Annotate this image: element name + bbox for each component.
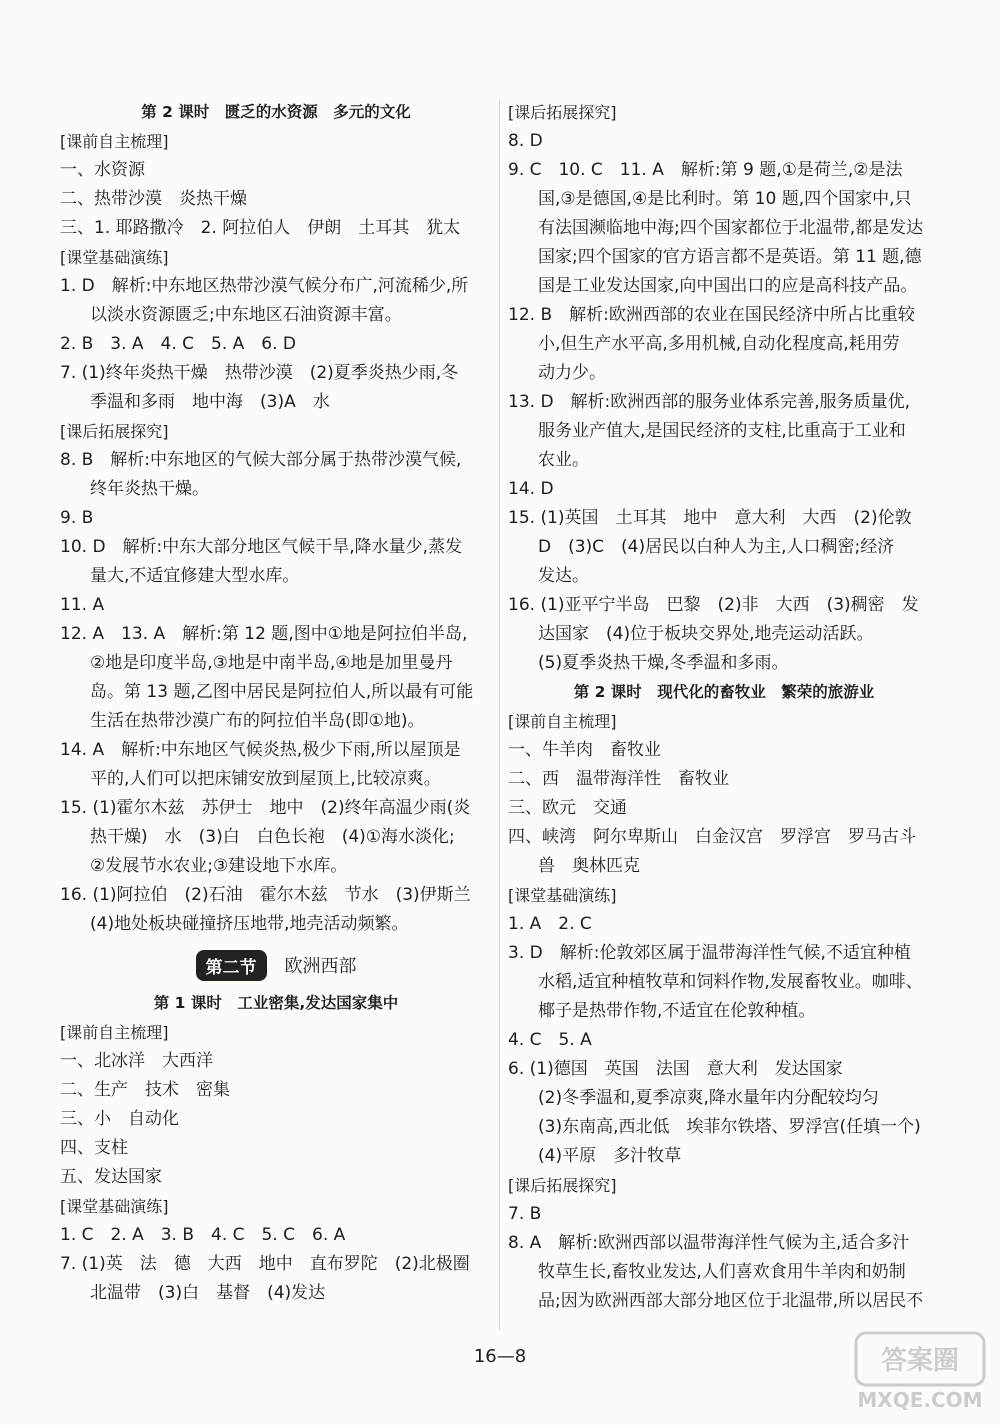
answer-line: 1. D 解析:中东地区热带沙漠气候分布广,河流稀少,所 xyxy=(60,276,469,296)
answer-line: 8. B 解析:中东地区的气候大部分属于热带沙漠气候, xyxy=(60,450,462,470)
subsection-tag: [课后拓展探究] xyxy=(508,103,617,122)
right-column xyxy=(508,98,940,1316)
section-heading xyxy=(60,945,492,985)
answer-continuation: 水稻,适宜种植牧草和饲料作物,发展畜牧业。咖啡、 xyxy=(538,972,923,992)
answer-continuation: 发达。 xyxy=(538,566,589,586)
lesson-title: 第 2 课时 匮乏的水资源 多元的文化 xyxy=(141,103,411,121)
answer-line: 1. A 2. C xyxy=(508,914,592,934)
answer-line: 14. A 解析:中东地区气候炎热,极少下雨,所以屋顶是 xyxy=(60,740,461,760)
watermark-logo xyxy=(850,1327,990,1417)
answer-line: 3. D 解析:伦敦郊区属于温带海洋性气候,不适宜种植 xyxy=(508,943,911,963)
answer-line: 9. B xyxy=(60,508,94,528)
subsection-tag: [课前自主梳理] xyxy=(508,712,617,731)
answer-line: 四、支柱 xyxy=(60,1138,128,1158)
answer-line: 12. B 解析:欧洲西部的农业在国民经济中所占比重较 xyxy=(508,305,915,325)
answer-continuation: (5)夏季炎热干燥,冬季温和多雨。 xyxy=(538,653,789,673)
answer-line: 13. D 解析:欧洲西部的服务业体系完善,服务质量优, xyxy=(508,392,911,412)
answer-line: 11. A xyxy=(60,595,105,615)
answer-continuation: D (3)C (4)居民以白种人为主,人口稠密;经济 xyxy=(538,537,895,557)
answer-line: 1. C 2. A 3. B 4. C 5. C 6. A xyxy=(60,1225,346,1245)
subsection-tag: [课后拓展探究] xyxy=(508,1176,617,1195)
section-title: 欧洲西部 xyxy=(284,956,357,977)
answer-line: 三、小 自动化 xyxy=(60,1109,179,1129)
answer-continuation: 国是工业发达国家,向中国出口的应是高科技产品。 xyxy=(538,276,918,296)
answer-continuation: ②地是印度半岛,③地是中南半岛,④地是加里曼丹 xyxy=(90,653,453,673)
page-number: 16—8 xyxy=(473,1346,527,1367)
column-divider xyxy=(499,100,500,1330)
answer-line: 15. (1)英国 土耳其 地中 意大利 大西 (2)伦敦 xyxy=(508,508,912,528)
answer-line: 7. (1)英 法 德 大西 地中 直布罗陀 (2)北极圈 xyxy=(60,1254,470,1274)
answer-continuation: 小,但生产水平高,多用机械,自动化程度高,耗用劳 xyxy=(538,334,900,354)
subsection-tag: [课前自主梳理] xyxy=(60,1023,169,1042)
answer-line: 8. A 解析:欧洲西部以温带海洋性气候为主,适合多汁 xyxy=(508,1233,910,1253)
answer-line: 14. D xyxy=(508,479,554,499)
answer-line: 7. B xyxy=(508,1204,542,1224)
answer-line: 8. D xyxy=(508,131,543,151)
answer-line: 五、发达国家 xyxy=(60,1167,162,1187)
answer-line: 2. B 3. A 4. C 5. A 6. D xyxy=(60,334,296,354)
answer-line: 9. C 10. C 11. A 解析:第 9 题,①是荷兰,②是法 xyxy=(508,160,903,180)
answer-continuation: ②发展节水农业;③建设地下水库。 xyxy=(90,856,348,876)
answer-continuation: 椰子是热带作物,不适宜在伦敦种植。 xyxy=(538,1001,816,1021)
answer-line: 16. (1)亚平宁半岛 巴黎 (2)非 大西 (3)稠密 发 xyxy=(508,595,919,615)
svg-text:答案圈: 答案圈 xyxy=(880,1346,960,1376)
answer-line: 6. (1)德国 英国 法国 意大利 发达国家 xyxy=(508,1059,843,1079)
lesson-title: 第 2 课时 现代化的畜牧业 繁荣的旅游业 xyxy=(573,683,875,701)
answer-continuation: 平的,人们可以把床铺安放到屋顶上,比较凉爽。 xyxy=(90,769,441,789)
svg-text:MXQE.COM: MXQE.COM xyxy=(857,1388,983,1412)
answer-line: 二、热带沙漠 炎热干燥 xyxy=(60,189,247,209)
answer-line: 4. C 5. A xyxy=(508,1030,592,1050)
subsection-tag: [课堂基础演练] xyxy=(60,248,169,267)
answer-continuation: 服务业产值大,是国民经济的支柱,比重高于工业和 xyxy=(538,421,906,441)
answer-continuation: 达国家 (4)位于板块交界处,地壳运动活跃。 xyxy=(538,624,874,644)
answer-line: 16. (1)阿拉伯 (2)石油 霍尔木兹 节水 (3)伊斯兰 xyxy=(60,885,471,905)
answer-continuation: 岛。第 13 题,乙图中居民是阿拉伯人,所以最有可能 xyxy=(90,682,474,702)
answer-line: 三、1. 耶路撒冷 2. 阿拉伯人 伊朗 土耳其 犹太 xyxy=(60,218,461,238)
answer-continuation: 兽 奥林匹克 xyxy=(538,856,640,876)
answer-line: 15. (1)霍尔木兹 苏伊士 地中 (2)终年高温少雨(炎 xyxy=(60,798,471,818)
left-column xyxy=(60,98,492,1308)
answer-continuation: (4)地处板块碰撞挤压地带,地壳活动频繁。 xyxy=(90,914,409,934)
answer-continuation: (2)冬季温和,夏季凉爽,降水量年内分配较均匀 xyxy=(538,1088,879,1108)
answer-continuation: (4)平原 多汁牧草 xyxy=(538,1146,682,1166)
subsection-tag: [课堂基础演练] xyxy=(60,1197,169,1216)
answer-continuation: 牧草生长,畜牧业发达,人们喜欢食用牛羊肉和奶制 xyxy=(538,1262,906,1282)
section-badge: 第二节 xyxy=(196,950,267,981)
answer-continuation: 动力少。 xyxy=(538,363,606,383)
answer-line: 三、欧元 交通 xyxy=(508,798,627,818)
answer-continuation: 终年炎热干燥。 xyxy=(90,479,209,499)
answer-line: 10. D 解析:中东大部分地区气候干旱,降水量少,蒸发 xyxy=(60,537,463,557)
answer-line: 7. (1)终年炎热干燥 热带沙漠 (2)夏季炎热少雨,冬 xyxy=(60,363,459,383)
answer-line: 二、西 温带海洋性 畜牧业 xyxy=(508,769,729,789)
subsection-tag: [课后拓展探究] xyxy=(60,422,169,441)
subsection-tag: [课前自主梳理] xyxy=(60,132,169,151)
answer-line: 一、水资源 xyxy=(60,160,145,180)
answer-line: 四、峡湾 阿尔卑斯山 白金汉宫 罗浮宫 罗马古斗 xyxy=(508,827,916,847)
answer-continuation: (3)东南高,西北低 埃菲尔铁塔、罗浮宫(任填一个) xyxy=(538,1117,921,1137)
lesson-title: 第 1 课时 工业密集,发达国家集中 xyxy=(153,994,399,1012)
subsection-tag: [课堂基础演练] xyxy=(508,886,617,905)
answer-continuation: 农业。 xyxy=(538,450,589,470)
answer-continuation: 季温和多雨 地中海 (3)A 水 xyxy=(90,392,330,412)
answer-line: 二、生产 技术 密集 xyxy=(60,1080,230,1100)
answer-continuation: 国,③是德国,④是比利时。第 10 题,四个国家中,只 xyxy=(538,189,912,209)
answer-continuation: 北温带 (3)白 基督 (4)发达 xyxy=(90,1283,326,1303)
answer-continuation: 国家;四个国家的官方语言都不是英语。第 11 题,德 xyxy=(538,247,922,267)
answer-continuation: 以淡水资源匮乏;中东地区石油资源丰富。 xyxy=(90,305,402,325)
answer-line: 一、牛羊肉 畜牧业 xyxy=(508,740,661,760)
answer-continuation: 生活在热带沙漠广布的阿拉伯半岛(即①地)。 xyxy=(90,711,425,731)
answer-continuation: 有法国濒临地中海;四个国家都位于北温带,都是发达 xyxy=(538,218,924,238)
answer-continuation: 品;因为欧洲西部大部分地区位于北温带,所以居民不 xyxy=(538,1291,924,1311)
answer-line: 12. A 13. A 解析:第 12 题,图中①地是阿拉伯半岛, xyxy=(60,624,468,644)
answer-line: 一、北冰洋 大西洋 xyxy=(60,1051,213,1071)
answer-continuation: 量大,不适宜修建大型水库。 xyxy=(90,566,300,586)
answer-continuation: 热干燥) 水 (3)白 白色长袍 (4)①海水淡化; xyxy=(90,827,455,847)
